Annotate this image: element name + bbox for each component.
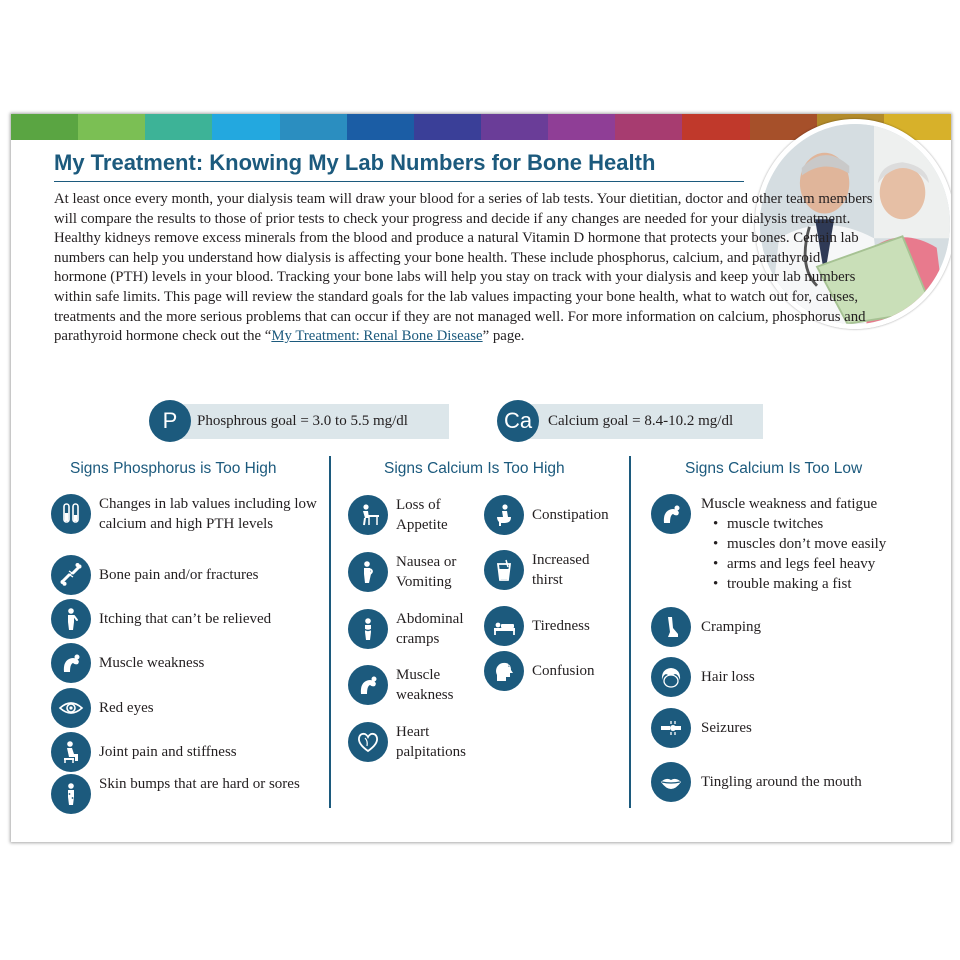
- stripe-segment: [280, 114, 347, 140]
- list-item-label: Changes in lab values including low calcium and high PTH levels: [99, 496, 317, 532]
- drink-glass-icon: [484, 550, 524, 590]
- list-item: [651, 762, 941, 802]
- phosphorus-goal-text: Phosphrous goal = 3.0 to 5.5 mg/dl: [197, 413, 408, 429]
- info-card: [11, 114, 951, 842]
- calcium-goal-text: Calcium goal = 8.4-10.2 mg/dl: [548, 413, 734, 429]
- list-item: [484, 651, 624, 691]
- itching-person-icon: [51, 599, 91, 639]
- list-item-label: Heart palpitations: [396, 724, 466, 760]
- list-item: [348, 665, 478, 705]
- list-item: [348, 552, 478, 592]
- renal-bone-disease-link[interactable]: My Treatment: Renal Bone Disease: [271, 328, 483, 345]
- stripe-segment: [11, 114, 78, 140]
- flexed-arm-icon: [348, 665, 388, 705]
- list-item-label: Constipation: [532, 507, 609, 523]
- list-item-label: Muscle weakness: [396, 667, 454, 703]
- leg-cramp-icon: [651, 607, 691, 647]
- test-tubes-icon: [51, 494, 91, 534]
- list-item-label: Cramping: [701, 619, 761, 635]
- sitting-person-icon: [51, 732, 91, 772]
- bed-icon: [484, 606, 524, 646]
- list-item-label: Abdominal cramps: [396, 611, 464, 647]
- eye-icon: [51, 688, 91, 728]
- flexed-arm-icon: [51, 643, 91, 683]
- stripe-segment: [212, 114, 279, 140]
- hair-icon: [651, 657, 691, 697]
- weakness-block: [691, 494, 886, 594]
- heart-icon: [348, 722, 388, 762]
- seizure-icon: [651, 708, 691, 748]
- lips-icon: [651, 762, 691, 802]
- list-item: [51, 494, 321, 534]
- list-item-label: Red eyes: [99, 700, 154, 716]
- list-item: [51, 688, 321, 728]
- list-item: [51, 643, 321, 683]
- stripe-segment: [145, 114, 212, 140]
- dining-person-icon: [348, 495, 388, 535]
- list-item-label: Loss of Appetite: [396, 497, 448, 533]
- stripe-segment: [414, 114, 481, 140]
- stripe-segment: [481, 114, 548, 140]
- calcium-low-heading: Signs Calcium Is Too Low: [685, 460, 863, 477]
- list-item-label: Itching that can’t be relieved: [99, 611, 272, 627]
- broken-bone-icon: [51, 555, 91, 595]
- phosphorus-badge: P: [149, 400, 191, 442]
- page-title: My Treatment: Knowing My Lab Numbers for Bone Health: [54, 150, 744, 182]
- calcium-high-heading: Signs Calcium Is Too High: [384, 460, 565, 477]
- list-item-label: Skin bumps that are hard or sores: [99, 776, 300, 792]
- standing-person-icon: [51, 774, 91, 814]
- bullet-item: • trouble making a fist: [701, 574, 886, 594]
- list-item: [651, 607, 941, 647]
- cramping-person-icon: [348, 609, 388, 649]
- calcium-goal: [503, 404, 763, 439]
- stripe-segment: [78, 114, 145, 140]
- nausea-person-icon: [348, 552, 388, 592]
- list-item-label: Confusion: [532, 663, 595, 679]
- list-item: [651, 494, 941, 594]
- confused-head-icon: [484, 651, 524, 691]
- list-item: [484, 606, 624, 646]
- list-item-label: Bone pain and/or fractures: [99, 567, 259, 583]
- toilet-person-icon: [484, 495, 524, 535]
- stripe-segment: [615, 114, 682, 140]
- list-item: [651, 657, 941, 697]
- list-item: [348, 722, 488, 762]
- list-item-label: Muscle weakness: [99, 655, 205, 671]
- bullet-item: • muscle twitches: [701, 514, 886, 534]
- bullet-item: • muscles don’t move easily: [701, 534, 886, 554]
- phosphorus-goal: [163, 404, 449, 439]
- list-item: [484, 550, 624, 590]
- intro-text: At least once every month, your dialysis team will draw your blood for a series of lab tests. Your dietitian, doctor and other team members will compare the results to those of prior tests to check your progress and decide if any changes are needed for your dialysis treatment. Healthy kidneys remove excess minerals from the blood and produce a natural Vitamin D hormone that protects your bones. Certain lab numbers can help you understand how dialysis is affecting your bone health. These include phosphorus, calcium, and parathyroid hormone (PTH) levels in your blood. Tracking your bone labs will help you stay on track with your dialysis and keep your lab numbers within safe limits. This page will review the standard goals for the lab values impacting your bone health, what to watch out for, causes, treatments and the more serious problems that can occur if they are not managed well. For more information on calcium, phosphorus and parathyroid hormone check out the “: [54, 191, 873, 345]
- intro-suffix: ” page.: [482, 328, 525, 345]
- list-item-label: Muscle weakness and fatigue: [701, 496, 878, 512]
- bullet-item: • arms and legs feel heavy: [701, 554, 886, 574]
- column-divider: [629, 456, 631, 808]
- list-item-label: Joint pain and stiffness: [99, 744, 237, 760]
- list-item: [51, 599, 321, 639]
- svg-text:?: ?: [507, 660, 512, 669]
- list-item-label: Nausea or Vomiting: [396, 554, 457, 590]
- list-item: [348, 495, 478, 535]
- list-item-label: Seizures: [701, 720, 752, 736]
- list-item: [51, 555, 321, 595]
- list-item: [651, 708, 941, 748]
- stripe-segment: [347, 114, 414, 140]
- list-item: [348, 609, 478, 649]
- weakness-bullets: [701, 514, 886, 594]
- stripe-segment: [548, 114, 615, 140]
- list-item: [51, 732, 321, 772]
- list-item-label: Tiredness: [532, 618, 590, 634]
- list-item: [51, 774, 321, 814]
- calcium-badge: Ca: [497, 400, 539, 442]
- list-item-label: Increased thirst: [532, 552, 590, 588]
- list-item-label: Tingling around the mouth: [701, 774, 862, 790]
- stripe-segment: [682, 114, 749, 140]
- flexed-arm-icon: [651, 494, 691, 534]
- phosphorus-high-heading: Signs Phosphorus is Too High: [70, 460, 277, 477]
- list-item-label: Hair loss: [701, 669, 755, 685]
- intro-paragraph: [54, 190, 874, 347]
- list-item: [484, 495, 624, 535]
- column-divider: [329, 456, 331, 808]
